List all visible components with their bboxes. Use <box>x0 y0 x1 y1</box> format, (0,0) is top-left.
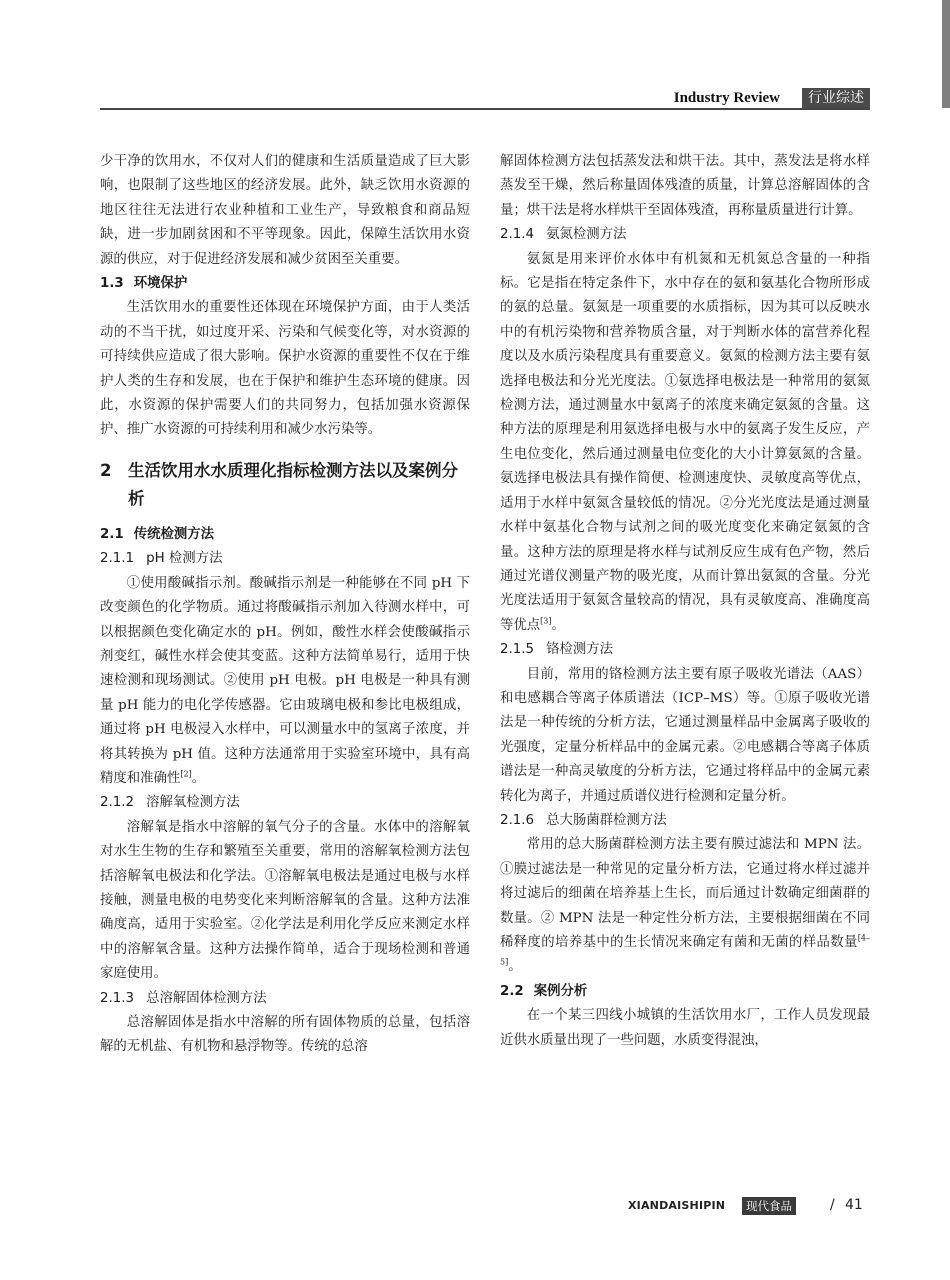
page-number: 41 <box>845 1197 863 1213</box>
paragraph-end: 。 <box>508 959 522 975</box>
citation: [4–5] <box>500 933 870 967</box>
running-header <box>100 86 870 110</box>
citation: [3] <box>540 616 552 626</box>
paragraph-text: 氨氮是用来评价水体中有机氮和无机氮总含量的一种指标。它是指在特定条件下，水中存在的氨和氨基化合物所形成的氨的总量。氨氮是一项重要的水质指标，因为其可以反映水中的有机污染物和营养物质含量，对于判断水体的富营养化程度以及水质污染程度具有重要意义。氨氮的检测方法主要有氨选择电极法和分光光度法。①氨选择电极法是一种常用的氨氮检测方法，通过测量水中氨离子的浓度来确定氨氮的含量。这种方法的原理是利用氨选择电极与水中的氨离子发生反应，产生电位变化，然后通过测量电位变化的大小计算氨氮的含量。氨选择电极法具有操作简便、检测速度快、灵敏度高等优点，适用于水样中氨氮含量较低的情况。②分光光度法是通过测量水样中氨基化合物与试剂之间的吸光度变化来确定氨氮的含量。这种方法的原理是将水样与试剂反应生成有色产物，然后通过光谱仪测量产物的吸光度，从而计算出氨氮的含量。分光光度法适用于氨氮含量较高的情况，具有灵敏度高、准确度高等优点 <box>500 251 870 633</box>
header-rule <box>100 108 870 110</box>
footer-separator: / <box>830 1197 835 1213</box>
section-title: 环境保护 <box>133 276 188 292</box>
subsection-heading-2-1-3 <box>100 987 470 1011</box>
paragraph-text: 常用的总大肠菌群检测方法主要有膜过滤法和 MPN 法。①膜过滤法是一种常见的定量分析方法，它通过将水样过滤并将过滤后的细菌在培养基上生长，而后通过计数确定细菌群的数量。② MPN 法是一种定性分析方法，主要根据细菌在不同稀释度的培养基中的生长情况来确定有菌和无菌的样品数量 <box>500 837 870 950</box>
paragraph <box>500 833 870 979</box>
header-journal-title: Industry Review <box>673 90 780 106</box>
section-number: 2.1.5 <box>500 642 535 658</box>
section-title: 总大肠菌群检测方法 <box>546 812 667 828</box>
section-title: 氨氮检测方法 <box>546 227 627 243</box>
paragraph: 溶解氧是指水中溶解的氧气分子的含量。水体中的溶解氧对水生生物的生存和繁殖至关重要，常用的溶解氧检测方法包括溶解氧电极法和化学法。①溶解氧电极法是通过电极与水样接触，测量电极的电势变化来判断溶解氧的含量。这种方法准确度高，适用于实验室。②化学法是利用化学反应来测定水样中的溶解氧含量。这种方法操作简单，适合于现场检测和普通家庭使用。 <box>100 819 470 982</box>
paragraph: 在一个某三四线小城镇的生活饮用水厂，工作人员发现最近供水质量出现了一些问题，水质变得混浊， <box>500 1008 870 1048</box>
subsection-heading-2-1-2 <box>100 791 470 815</box>
section-heading-2-2 <box>500 980 870 1004</box>
paragraph-end: 。 <box>191 770 206 786</box>
right-column <box>500 150 870 1053</box>
subsection-heading-2-1-4 <box>500 223 870 247</box>
paragraph: 解固体检测方法包括蒸发法和烘干法。其中，蒸发法是将水样蒸发至干燥，然后称量固体残渣的质量，计算总溶解固体的含量；烘干法是将水样烘干至固体残渣，再称量质量进行计算。 <box>500 154 870 218</box>
section-heading-2 <box>100 457 470 513</box>
section-title: 生活饮用水水质理化指标检测方法以及案例分析 <box>128 460 458 508</box>
section-number: 2.1.4 <box>500 227 535 243</box>
section-number: 2.1.2 <box>100 795 135 811</box>
paragraph-end: 。 <box>551 617 565 633</box>
paragraph <box>100 572 470 792</box>
paragraph-text: ①使用酸碱指示剂。酸碱指示剂是一种能够在不同 pH 下改变颜色的化学物质。通过将酸碱指示剂加入待测水样中，可以根据颜色变化确定水的 pH。例如，酸性水样会使酸碱指示剂变红，碱性水样会使其变蓝。这种方法简单易行，适用于快速检测和现场测试。②使用 pH 电极。pH 电极是一种具有测量 pH 能力的电化学传感器。它由玻璃电极和参比电极组成，通过将 pH 电极浸入水样中，可以测量水中的氢离子浓度，并将其转换为 pH 值。这种方法通常用于实验室环境中，具有高精度和准确性 <box>100 575 470 786</box>
paragraph: 少干净的饮用水，不仅对人们的健康和生活质量造成了巨大影响，也限制了这些地区的经济发展。此外，缺乏饮用水资源的地区往往无法进行农业种植和工业生产，导致粮食和商品短缺，进一步加剧贫困和不平等现象。因此，保障生活饮用水资源的供应，对于促进经济发展和减少贫困至关重要。 <box>100 154 470 267</box>
section-number: 2.1.3 <box>100 990 135 1006</box>
footer-journal-pinyin: XIANDAISHIPIN <box>628 1199 726 1212</box>
paragraph: 总溶解固体是指水中溶解的所有固体物质的总量，包括溶解的无机盐、有机物和悬浮物等。传统的总溶 <box>100 1015 470 1055</box>
paragraph: 目前，常用的铬检测方法主要有原子吸收光谱法（AAS）和电感耦合等离子体质谱法（ICP–MS）等。①原子吸收光谱法是一种传统的分析方法，它通过测量样品中金属离子吸收的光强度，定量分析样品中的金属元素。②电感耦合等离子体质谱法是一种高灵敏度的分析方法，它通过将样品中的金属元素转化为离子，并通过质谱仪进行检测和定量分析。 <box>500 666 870 804</box>
section-number: 2.1 <box>100 526 124 542</box>
section-title: 总溶解固体检测方法 <box>146 990 267 1006</box>
section-heading-1-3 <box>100 272 470 296</box>
section-number: 1.3 <box>100 276 124 292</box>
citation: [2] <box>180 769 192 779</box>
footer-journal-name: 现代食品 <box>742 1197 796 1215</box>
header-section-label: 行业综述 <box>802 88 870 108</box>
section-title: 铬检测方法 <box>546 642 614 658</box>
section-heading-2-1 <box>100 523 470 547</box>
section-title: 溶解氧检测方法 <box>146 795 240 811</box>
section-number: 2 <box>100 460 112 480</box>
paragraph: 生活饮用水的重要性还体现在环境保护方面，由于人类活动的不当干扰，如过度开采、污染和气候变化等，对水资源的可持续供应造成了很大影响。保护水资源的重要性不仅在于维护人类的生存和发展，也在于保护和维护生态环境的健康。因此，水资源的保护需要人们的共同努力，包括加强水资源保护、推广水资源的可持续利用和减少水污染等。 <box>100 300 470 438</box>
section-number: 2.1.1 <box>100 551 135 567</box>
subsection-heading-2-1-1 <box>100 547 470 571</box>
section-title: pH 检测方法 <box>146 551 223 567</box>
running-footer <box>628 1196 870 1218</box>
paragraph <box>500 248 870 639</box>
section-number: 2.1.6 <box>500 812 535 828</box>
section-number: 2.2 <box>500 983 524 999</box>
subsection-heading-2-1-6 <box>500 809 870 833</box>
section-title: 案例分析 <box>533 983 588 999</box>
page-edge-marker <box>942 0 950 108</box>
subsection-heading-2-1-5 <box>500 638 870 662</box>
section-title: 传统检测方法 <box>133 526 215 542</box>
left-column <box>100 150 470 1060</box>
